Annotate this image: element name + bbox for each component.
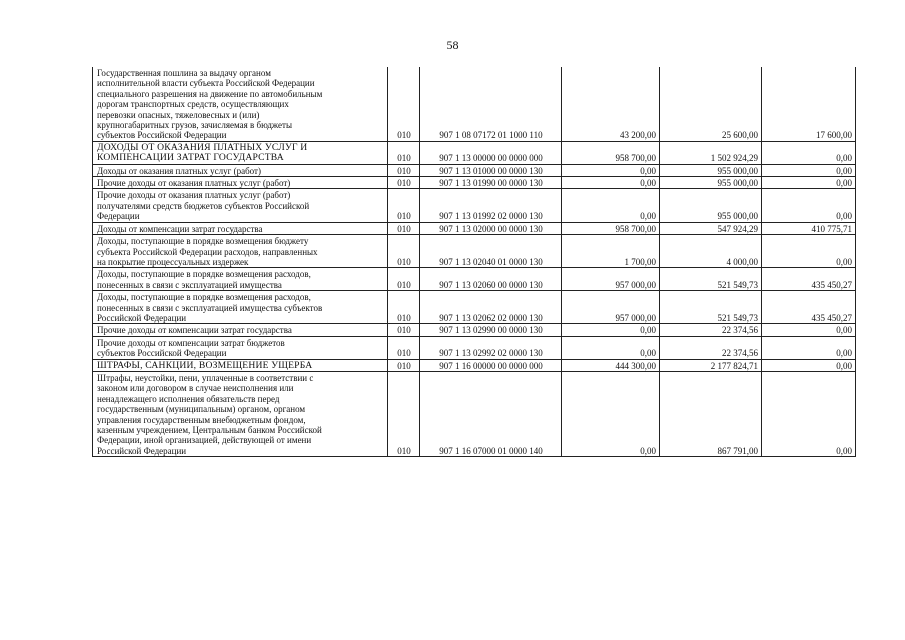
table-row <box>93 141 856 164</box>
row-name-line: государственным (муниципальным) органом, органом <box>97 404 306 415</box>
row-kbk-cell: 907 1 13 01000 00 0000 130 <box>420 164 562 176</box>
row-name-cell <box>93 359 388 371</box>
row-value-2: 4 000,00 <box>660 235 762 268</box>
row-value-2: 955 000,00 <box>660 164 762 176</box>
row-code-cell: 010 <box>388 336 420 359</box>
revenue-table <box>92 67 856 457</box>
row-name-cell <box>93 336 388 359</box>
row-code-cell: 010 <box>388 164 420 176</box>
row-name-cell <box>93 324 388 336</box>
row-value-1: 0,00 <box>562 164 660 176</box>
row-name-cell <box>93 177 388 189</box>
row-name-line: крупногабаритных грузов, зачисляемая в бюджеты <box>97 120 293 131</box>
row-name-cell <box>93 291 388 324</box>
row-code-cell: 010 <box>388 359 420 371</box>
row-kbk-cell: 907 1 13 01990 00 0000 130 <box>420 177 562 189</box>
row-value-2: 955 000,00 <box>660 177 762 189</box>
row-value-1: 0,00 <box>562 177 660 189</box>
row-kbk-cell: 907 1 13 02062 02 0000 130 <box>420 291 562 324</box>
row-name-line: казенным учреждением, Центральным банком Российской <box>97 425 322 435</box>
row-value-3: 0,00 <box>762 371 856 456</box>
row-kbk-cell: 907 1 13 01992 02 0000 130 <box>420 189 562 222</box>
row-name-line: Государственная пошлина за выдачу органом <box>97 68 271 78</box>
table-row <box>93 371 856 456</box>
row-value-3: 0,00 <box>762 359 856 371</box>
row-name-line: субъекта Российской Федерации расходов, направленных <box>97 246 318 257</box>
row-value-2: 955 000,00 <box>660 189 762 222</box>
row-name-cell <box>93 371 388 456</box>
table-row <box>93 164 856 176</box>
row-code-cell: 010 <box>388 291 420 324</box>
row-name-line: получателями средств бюджетов субъектов Российской <box>97 200 310 211</box>
row-name-line: понесенных в связи с эксплуатацией имущества <box>97 279 282 290</box>
row-code-cell: 010 <box>388 177 420 189</box>
row-value-2: 867 791,00 <box>660 371 762 456</box>
row-value-3: 0,00 <box>762 141 856 164</box>
row-value-2: 1 502 924,29 <box>660 141 762 164</box>
row-name-line: специального разрешения на движение по автомобильным <box>97 88 323 99</box>
row-value-3: 410 775,71 <box>762 222 856 234</box>
row-code-cell: 010 <box>388 324 420 336</box>
row-name-line: понесенных в связи с эксплуатацией имущества субъектов <box>97 302 323 313</box>
row-code-cell: 010 <box>388 141 420 164</box>
row-value-3: 435 450,27 <box>762 268 856 291</box>
row-value-1: 0,00 <box>562 371 660 456</box>
row-kbk-cell: 907 1 13 00000 00 0000 000 <box>420 141 562 164</box>
row-kbk-cell: 907 1 08 07172 01 1000 110 <box>420 67 562 141</box>
row-value-3: 0,00 <box>762 324 856 336</box>
table-row <box>93 324 856 336</box>
row-name-line: ДОХОДЫ ОТ ОКАЗАНИЯ ПЛАТНЫХ УСЛУГ И <box>97 141 308 153</box>
row-name-line: Прочие доходы от оказания платных услуг (работ) <box>97 190 291 201</box>
row-name-cell <box>93 164 388 176</box>
row-value-1: 957 000,00 <box>562 268 660 291</box>
row-name-line: КОМПЕНСАЦИИ ЗАТРАТ ГОСУДАРСТВА <box>97 152 284 164</box>
row-name-line: Российской Федерации <box>97 312 187 323</box>
row-value-3: 0,00 <box>762 336 856 359</box>
row-value-3: 0,00 <box>762 235 856 268</box>
row-value-1: 444 300,00 <box>562 359 660 371</box>
table-row <box>93 359 856 371</box>
table-row <box>93 235 856 268</box>
row-value-1: 958 700,00 <box>562 141 660 164</box>
row-name-line: субъектов Российской Федерации <box>97 130 227 141</box>
row-name-line: Доходы, поступающие в порядке возмещения расходов, <box>97 269 311 280</box>
row-value-1: 0,00 <box>562 189 660 222</box>
row-kbk-cell: 907 1 13 02060 00 0000 130 <box>420 268 562 291</box>
row-name-line: перевозки опасных, тяжеловесных и (или) <box>97 109 260 120</box>
row-name-line: Прочие доходы от компенсации затрат бюджетов <box>97 337 285 348</box>
row-value-2: 22 374,56 <box>660 336 762 359</box>
row-value-3: 0,00 <box>762 164 856 176</box>
row-value-2: 547 924,29 <box>660 222 762 234</box>
table-row <box>93 222 856 234</box>
row-code-cell: 010 <box>388 189 420 222</box>
row-kbk-cell: 907 1 13 02992 02 0000 130 <box>420 336 562 359</box>
row-name-cell <box>93 67 388 141</box>
row-name-line: Доходы, поступающие в порядке возмещения бюджету <box>97 236 309 247</box>
row-name-line: Доходы от оказания платных услуг (работ) <box>97 165 261 176</box>
row-value-2: 25 600,00 <box>660 67 762 141</box>
table-row <box>93 67 856 141</box>
row-name-line: субъектов Российской Федерации <box>97 348 227 359</box>
row-name-line: Российской Федерации <box>97 445 187 456</box>
row-kbk-cell: 907 1 13 02000 00 0000 130 <box>420 222 562 234</box>
table-row <box>93 177 856 189</box>
table-row <box>93 189 856 222</box>
row-value-3: 0,00 <box>762 177 856 189</box>
row-name-line: Федерации <box>97 211 140 222</box>
row-name-cell <box>93 235 388 268</box>
row-value-3: 17 600,00 <box>762 67 856 141</box>
row-name-cell <box>93 141 388 164</box>
row-name-line: Штрафы, неустойки, пени, уплаченные в соответствии с <box>97 372 314 383</box>
row-name-cell <box>93 189 388 222</box>
table-row <box>93 336 856 359</box>
row-name-line: исполнительной власти субъекта Российской Федерации <box>97 78 315 89</box>
row-code-cell: 010 <box>388 371 420 456</box>
row-code-cell: 010 <box>388 67 420 141</box>
row-kbk-cell: 907 1 16 00000 00 0000 000 <box>420 359 562 371</box>
row-value-1: 43 200,00 <box>562 67 660 141</box>
table-row <box>93 291 856 324</box>
row-name-line: Федерации, иной организацией, действующей от имени <box>97 435 312 446</box>
row-name-line: Прочие доходы от оказания платных услуг (работ) <box>97 178 291 189</box>
row-value-1: 0,00 <box>562 324 660 336</box>
row-kbk-cell: 907 1 13 02990 00 0000 130 <box>420 324 562 336</box>
row-kbk-cell: 907 1 16 07000 01 0000 140 <box>420 371 562 456</box>
row-value-1: 0,00 <box>562 336 660 359</box>
row-value-2: 521 549,73 <box>660 268 762 291</box>
row-name-cell <box>93 222 388 234</box>
row-kbk-cell: 907 1 13 02040 01 0000 130 <box>420 235 562 268</box>
row-code-cell: 010 <box>388 235 420 268</box>
row-name-line: на покрытие процессуальных издержек <box>97 256 249 267</box>
row-value-2: 22 374,56 <box>660 324 762 336</box>
row-name-line: управления государственным внебюджетным фондом, <box>97 414 306 425</box>
row-name-line: Доходы от компенсации затрат государства <box>97 223 263 234</box>
row-name-line: законом или договором в случае неисполнения или <box>97 383 294 394</box>
row-name-line: Прочие доходы от компенсации затрат государства <box>97 325 292 336</box>
row-value-1: 957 000,00 <box>562 291 660 324</box>
row-value-1: 958 700,00 <box>562 222 660 234</box>
table-row <box>93 268 856 291</box>
row-code-cell: 010 <box>388 268 420 291</box>
row-name-line: ШТРАФЫ, САНКЦИИ, ВОЗМЕЩЕНИЕ УЩЕРБА <box>97 359 313 371</box>
row-value-2: 521 549,73 <box>660 291 762 324</box>
row-code-cell: 010 <box>388 222 420 234</box>
row-value-1: 1 700,00 <box>562 235 660 268</box>
row-value-3: 0,00 <box>762 189 856 222</box>
row-name-line: дорогам транспортных средств, осуществляющих <box>97 99 289 110</box>
row-name-cell <box>93 268 388 291</box>
page-number: 58 <box>446 38 459 52</box>
row-name-line: Доходы, поступающие в порядке возмещения расходов, <box>97 292 311 303</box>
row-value-3: 435 450,27 <box>762 291 856 324</box>
row-name-line: ненадлежащего исполнения обязательств перед <box>97 393 280 404</box>
row-value-2: 2 177 824,71 <box>660 359 762 371</box>
